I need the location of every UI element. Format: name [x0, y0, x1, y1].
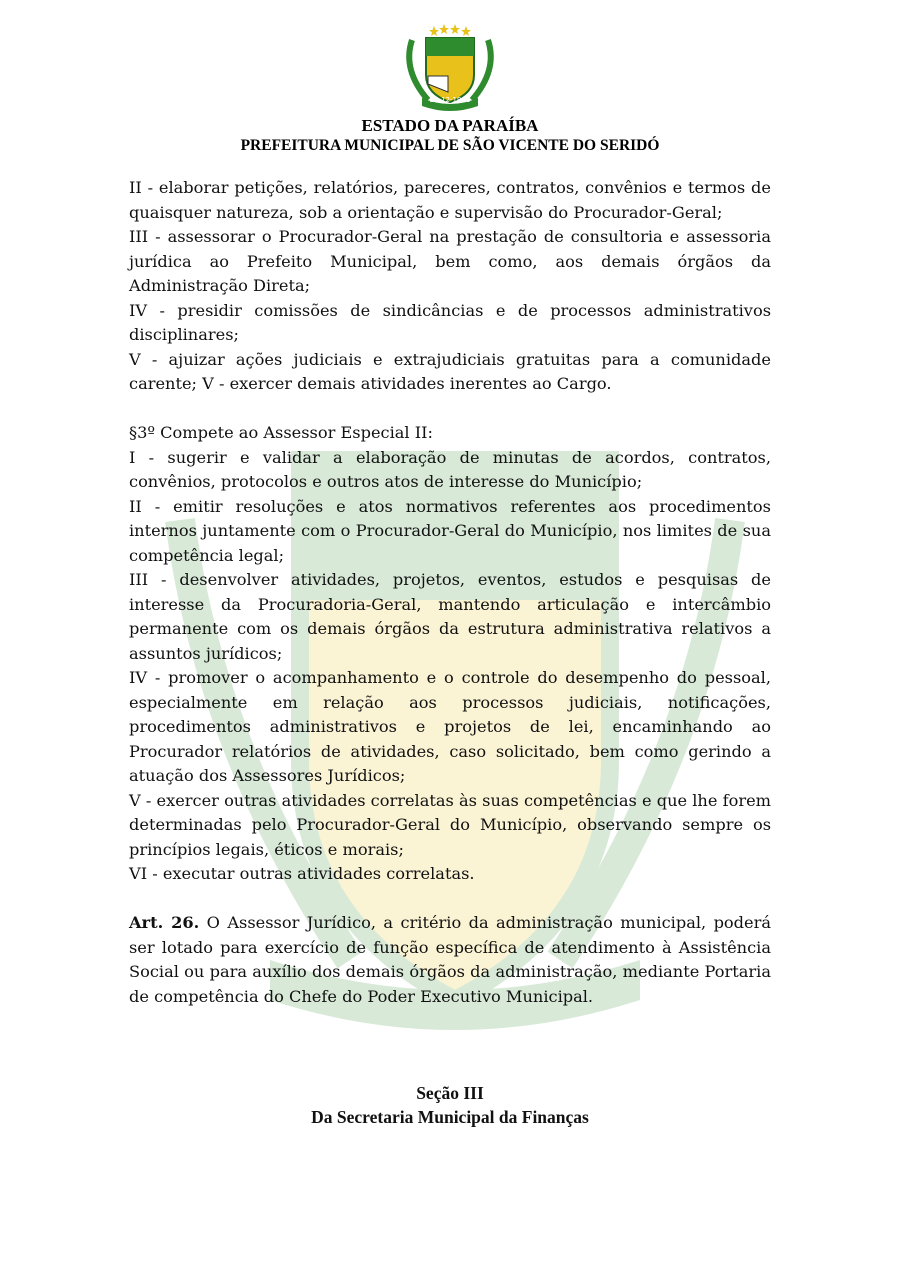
article-label: Art. 26. — [129, 913, 200, 932]
paragraph: VI - executar outras atividades correlatas. — [129, 864, 475, 883]
paragraph: II - elaborar petições, relatórios, pareceres, contratos, convênios e termos de quaisquer natureza, sob a orientação e supervisão do Procurador-Geral; — [129, 178, 771, 222]
article-text: O Assessor Jurídico, a critério da administração municipal, poderá ser lotado para exercício de função específica de atendimento à Assistência Social ou para auxílio dos demais órgãos da administração, mediante Portaria de competência do Chefe do Poder Executivo Municipal. — [129, 913, 772, 1006]
emblem-date: 22-12-1961 — [429, 96, 471, 104]
paragraph: III - desenvolver atividades, projetos, eventos, estudos e pesquisas de interesse da Procuradoria-Geral, mantendo articulação e intercâmbio permanente com os demais órgãos da estrutura administrativa relativos a assuntos jurídicos; — [129, 570, 771, 663]
stars — [429, 24, 471, 36]
document-body — [129, 176, 771, 1009]
section-title: Da Secretaria Municipal da Finanças — [311, 1107, 589, 1127]
paragraph: IV - promover o acompanhamento e o controle do desempenho do pessoal, especialmente em relação aos processos judiciais, notificações, procedimentos administrativos e projetos de lei, encaminhando ao Procurador relatórios de atividades, caso solicitado, bem como gerindo a atuação dos Assessores Jurídicos; — [129, 668, 771, 785]
paragraph: I - sugerir e validar a elaboração de minutas de acordos, contratos, convênios, protocolos e outros atos de interesse do Município; — [129, 447, 771, 491]
article-26 — [129, 911, 771, 1009]
paragraph: IV - presidir comissões de sindicâncias e de processos administrativos disciplinares; — [129, 300, 771, 344]
section-number: Seção III — [416, 1083, 484, 1103]
municipality-heading: PREFEITURA MUNICIPAL DE SÃO VICENTE DO SERIDÓ — [240, 137, 660, 154]
state-heading: ESTADO DA PARAÍBA — [361, 116, 539, 135]
paragraph: II - emitir resoluções e atos normativos referentes aos procedimentos internos juntamente com o Procurador-Geral do Município, nos limites de sua competência legal; — [129, 496, 771, 565]
paragraph: V - exercer outras atividades correlatas às suas competências e que lhe forem determinadas pelo Procurador-Geral do Município, observando sempre os princípios legais, éticos e morais; — [129, 790, 771, 859]
paragraph-heading: §3º Compete ao Assessor Especial II: — [129, 423, 433, 442]
paragraph: V - ajuizar ações judiciais e extrajudiciais gratuitas para a comunidade carente; V - exercer demais atividades inerentes ao Cargo. — [129, 349, 771, 393]
paragraph: III - assessorar o Procurador-Geral na prestação de consultoria e assessoria jurídica ao Prefeito Municipal, bem como, aos demais órgãos da Administração Direta; — [129, 227, 771, 295]
